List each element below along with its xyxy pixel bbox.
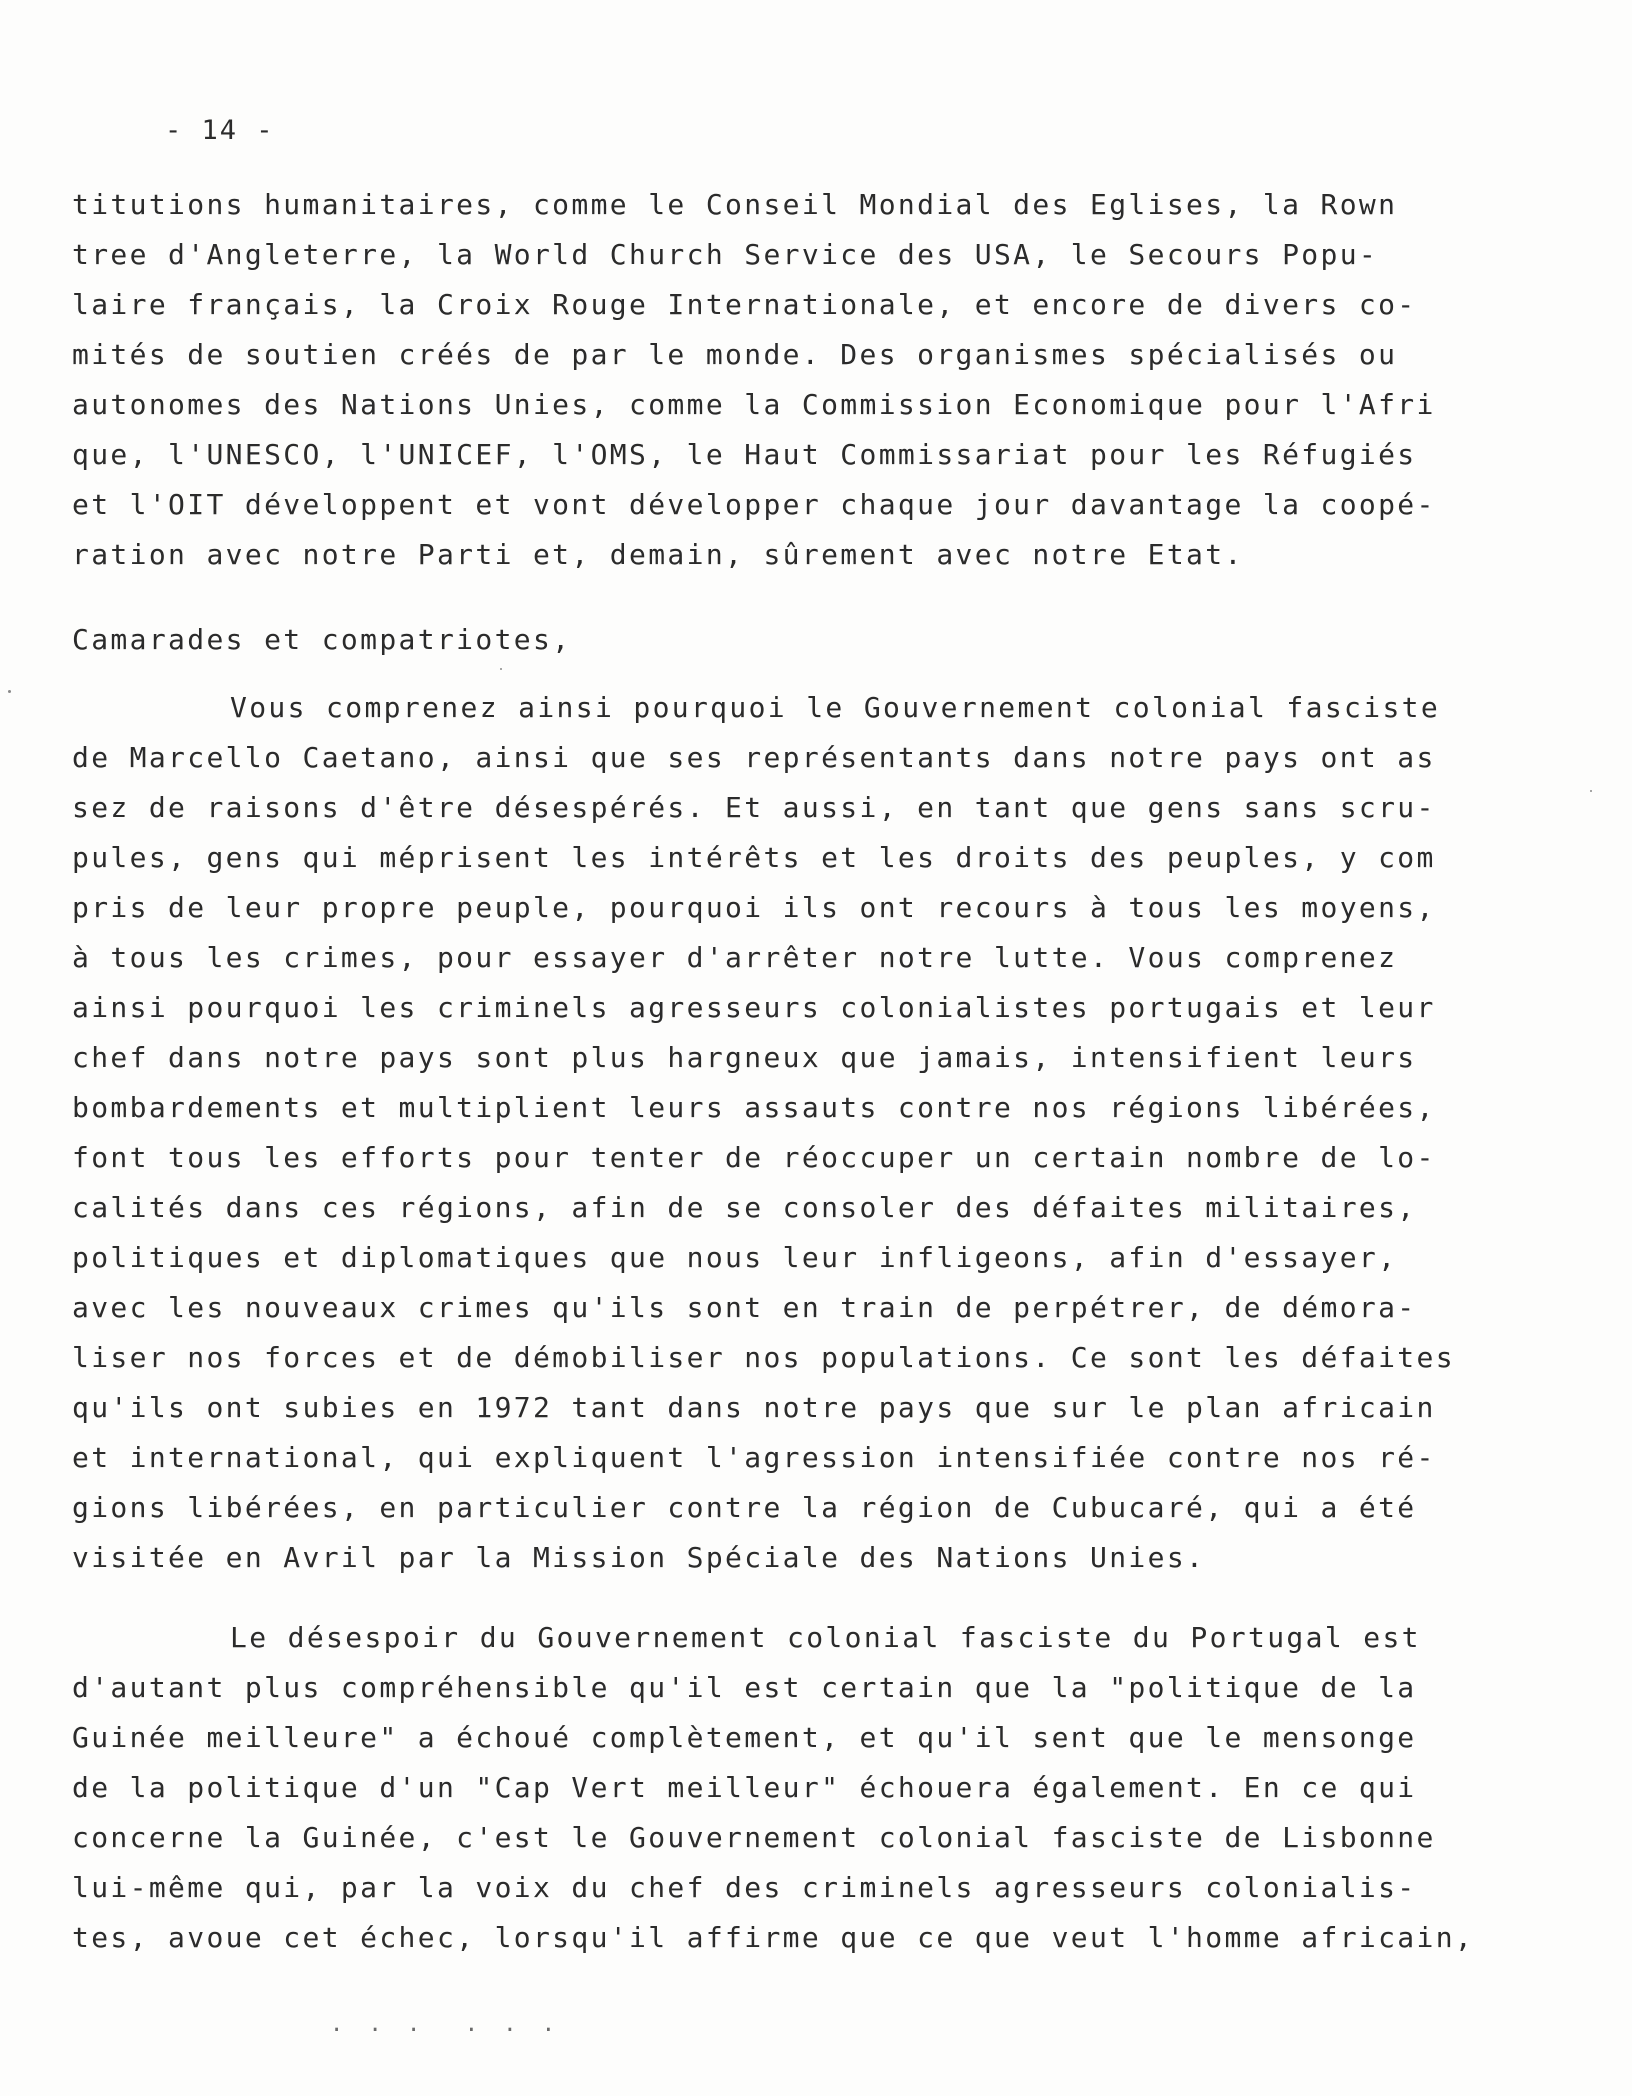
text-line: de Marcello Caetano, ainsi que ses représentants dans notre pays ont as	[72, 741, 1436, 774]
text-line: de la politique d'un "Cap Vert meilleur" échouera également. En ce qui	[72, 1771, 1417, 1804]
text-line: font tous les efforts pour tenter de réoccuper un certain nombre de lo-	[72, 1141, 1436, 1174]
continuation-mark: . . . . . .	[330, 2012, 561, 2037]
text-line: bombardements et multiplient leurs assauts contre nos régions libérées,	[72, 1091, 1436, 1124]
text-line: gions libérées, en particulier contre la région de Cubucaré, qui a été	[72, 1491, 1417, 1524]
text-line: Le désespoir du Gouvernement colonial fasciste du Portugal est	[230, 1621, 1421, 1654]
text-line: lui-même qui, par la voix du chef des criminels agresseurs colonialis-	[72, 1871, 1417, 1904]
scan-speck	[1590, 790, 1592, 792]
text-line: d'autant plus compréhensible qu'il est certain que la "politique de la	[72, 1671, 1417, 1704]
text-line: ration avec notre Parti et, demain, sûrement avec notre Etat.	[72, 538, 1244, 571]
text-line: calités dans ces régions, afin de se consoler des défaites militaires,	[72, 1191, 1417, 1224]
text-line: et international, qui expliquent l'agression intensifiée contre nos ré-	[72, 1441, 1436, 1474]
salutation: Camarades et compatriotes,	[72, 623, 572, 656]
text-line: à tous les crimes, pour essayer d'arrêter notre lutte. Vous comprenez	[72, 941, 1398, 974]
scan-speck	[500, 668, 502, 670]
text-line: autonomes des Nations Unies, comme la Commission Economique pour l'Afri	[72, 388, 1436, 421]
scan-speck	[8, 690, 11, 693]
text-line: laire français, la Croix Rouge Internationale, et encore de divers co-	[72, 288, 1417, 321]
text-line: sez de raisons d'être désespérés. Et aussi, en tant que gens sans scru-	[72, 791, 1436, 824]
text-line: liser nos forces et de démobiliser nos populations. Ce sont les défaites	[72, 1341, 1455, 1374]
text-line: Vous comprenez ainsi pourquoi le Gouvernement colonial fasciste	[230, 691, 1441, 724]
text-line: et l'OIT développent et vont développer chaque jour davantage la coopé-	[72, 488, 1436, 521]
text-line: pris de leur propre peuple, pourquoi ils ont recours à tous les moyens,	[72, 891, 1436, 924]
text-line: concerne la Guinée, c'est le Gouvernement colonial fasciste de Lisbonne	[72, 1821, 1436, 1854]
text-line: mités de soutien créés de par le monde. Des organismes spécialisés ou	[72, 338, 1398, 371]
text-line: ainsi pourquoi les criminels agresseurs colonialistes portugais et leur	[72, 991, 1436, 1024]
text-line: tree d'Angleterre, la World Church Service des USA, le Secours Popu-	[72, 238, 1379, 271]
text-line: avec les nouveaux crimes qu'ils sont en train de perpétrer, de démora-	[72, 1291, 1417, 1324]
text-line: chef dans notre pays sont plus hargneux que jamais, intensifient leurs	[72, 1041, 1417, 1074]
text-line: visitée en Avril par la Mission Spéciale des Nations Unies.	[72, 1541, 1206, 1574]
text-line: titutions humanitaires, comme le Conseil Mondial des Eglises, la Rown	[72, 188, 1398, 221]
text-line: qu'ils ont subies en 1972 tant dans notre pays que sur le plan africain	[72, 1391, 1436, 1424]
text-line: que, l'UNESCO, l'UNICEF, l'OMS, le Haut Commissariat pour les Réfugiés	[72, 438, 1417, 471]
text-line: Guinée meilleure" a échoué complètement, et qu'il sent que le mensonge	[72, 1721, 1417, 1754]
text-line: tes, avoue cet échec, lorsqu'il affirme que ce que veut l'homme africain,	[72, 1921, 1475, 1954]
page-number: - 14 -	[165, 115, 275, 146]
text-line: politiques et diplomatiques que nous leur infligeons, afin d'essayer,	[72, 1241, 1398, 1274]
text-line: pules, gens qui méprisent les intérêts et les droits des peuples, y com	[72, 841, 1436, 874]
